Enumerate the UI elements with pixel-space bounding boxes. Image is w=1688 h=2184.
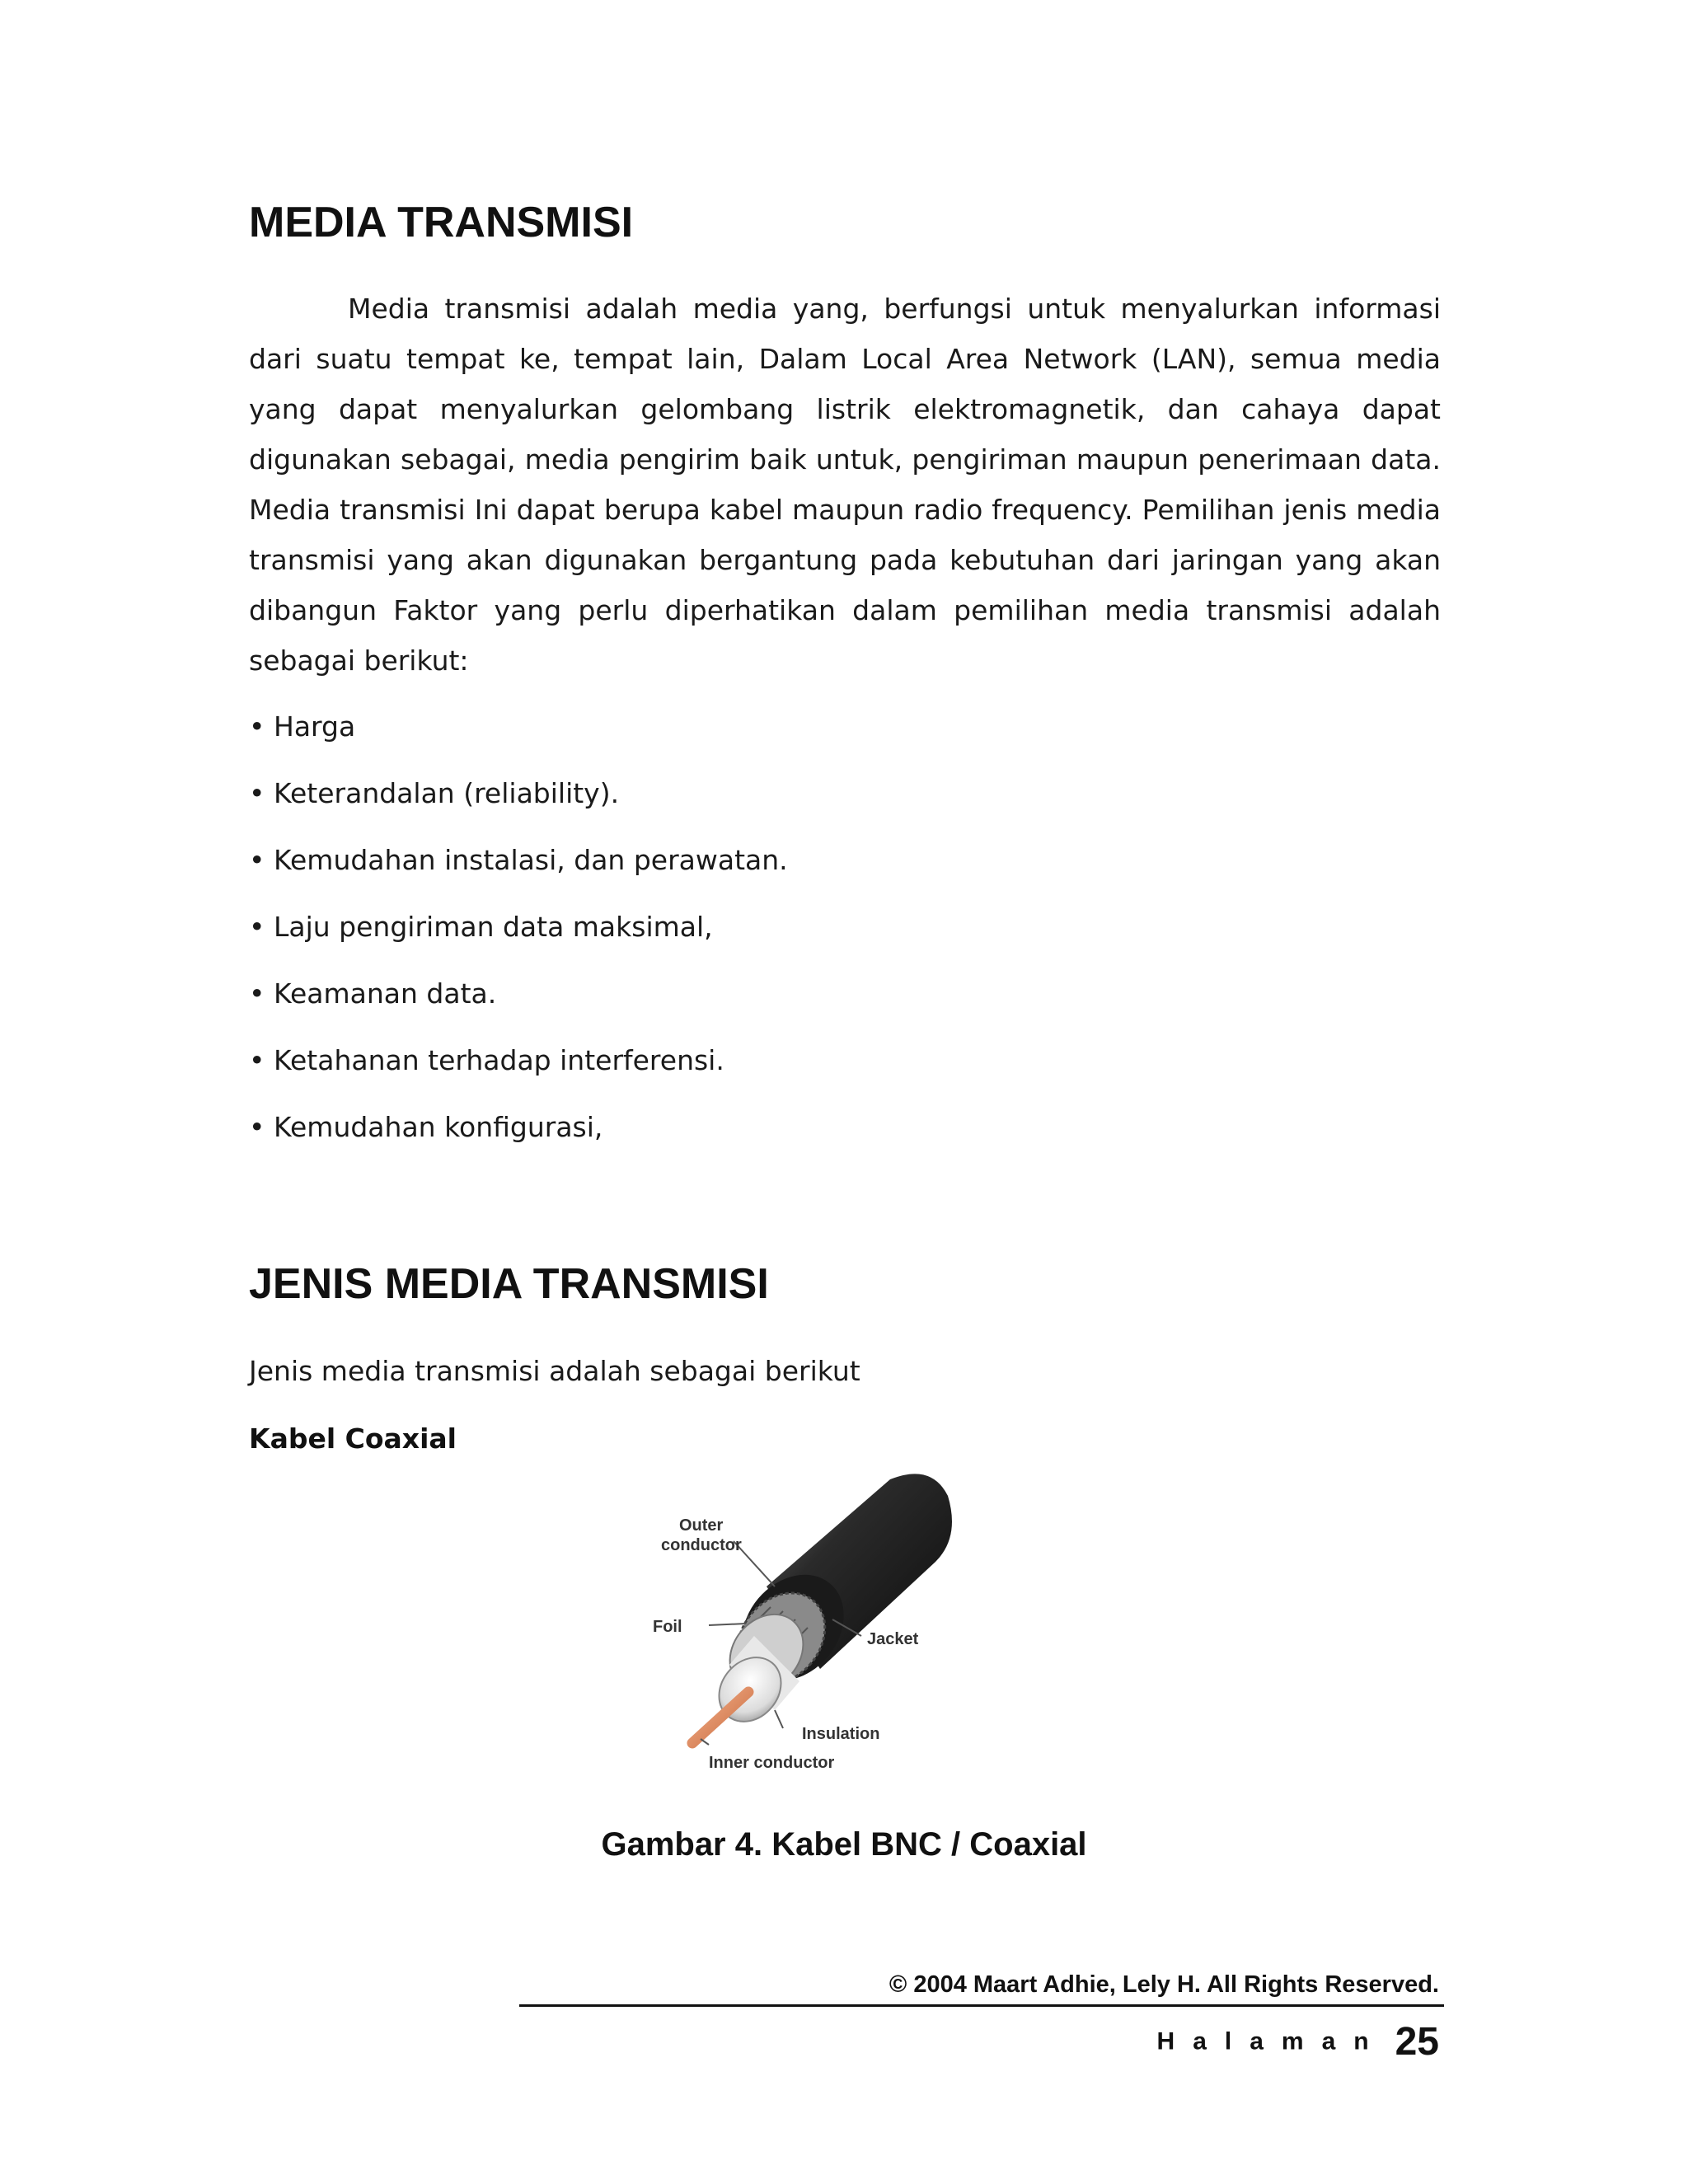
factor-list bbox=[249, 705, 788, 1173]
list-item-text: Kemudahan konfigurasi, bbox=[274, 1111, 603, 1143]
label-inner-conductor: Inner conductor bbox=[709, 1754, 835, 1772]
list-item-text: Laju pengiriman data maksimal, bbox=[274, 911, 713, 943]
subheading-kabel-coaxial: Kabel Coaxial bbox=[249, 1422, 457, 1455]
footer-divider bbox=[519, 2004, 1444, 2007]
bullet-icon: • bbox=[249, 1044, 265, 1076]
list-item bbox=[249, 772, 788, 839]
label-insulation: Insulation bbox=[802, 1725, 880, 1743]
section-title-media-transmisi: MEDIA TRANSMISI bbox=[249, 199, 634, 246]
label-conductor: conductor bbox=[661, 1536, 742, 1554]
list-item-text: Kemudahan instalasi, dan perawatan. bbox=[274, 844, 788, 876]
section2-intro: Jenis media transmisi adalah sebagai berikut bbox=[249, 1355, 860, 1387]
list-item bbox=[249, 1039, 788, 1106]
leader-foil bbox=[709, 1624, 746, 1625]
page-label: Halaman bbox=[1156, 2027, 1387, 2055]
figure-caption: Gambar 4. Kabel BNC / Coaxial bbox=[601, 1826, 1087, 1863]
list-item bbox=[249, 705, 788, 772]
list-item bbox=[249, 972, 788, 1039]
list-item-text: Keamanan data. bbox=[274, 977, 497, 1010]
list-item bbox=[249, 839, 788, 906]
leader-inner-conductor bbox=[701, 1739, 709, 1745]
list-item-text: Ketahanan terhadap interferensi. bbox=[274, 1044, 724, 1076]
coaxial-cable-figure bbox=[643, 1463, 956, 1784]
bullet-icon: • bbox=[249, 710, 265, 743]
list-item bbox=[249, 906, 788, 972]
bullet-icon: • bbox=[249, 844, 265, 876]
label-outer: Outer bbox=[679, 1516, 724, 1535]
label-foil: Foil bbox=[653, 1618, 682, 1636]
label-jacket: Jacket bbox=[867, 1630, 919, 1648]
bullet-icon: • bbox=[249, 977, 265, 1010]
bullet-icon: • bbox=[249, 1111, 265, 1143]
bullet-icon: • bbox=[249, 911, 265, 943]
coaxial-cable-illustration bbox=[643, 1463, 956, 1784]
list-item-text: Harga bbox=[274, 710, 356, 743]
list-item bbox=[249, 1106, 788, 1173]
page-number: 25 bbox=[1395, 2020, 1439, 2064]
leader-insulation bbox=[775, 1710, 783, 1728]
section-title-jenis-media-transmisi: JENIS MEDIA TRANSMISI bbox=[249, 1260, 769, 1308]
bullet-icon: • bbox=[249, 777, 265, 809]
copyright-notice: © 2004 Maart Adhie, Lely H. All Rights Reserved. bbox=[889, 1971, 1439, 1998]
intro-paragraph: Media transmisi adalah media yang, berfungsi untuk menyalurkan informasi dari suatu tempat ke, tempat lain, Dalam Local Area Network (LAN), semua media yang dapat menyalurkan gelombang listrik elektromagnetik, dan cahaya dapat digunakan sebagai, media pengirim baik untuk, pengiriman maupun penerimaan data. Media transmisi Ini dapat berupa kabel maupun radio frequency. Pemilihan jenis media transmisi yang akan digunakan bergantung pada kebutuhan dari jaringan yang akan dibangun Faktor yang perlu diperhatikan dalam pemilihan media transmisi adalah sebagai berikut: bbox=[249, 293, 1441, 677]
page-footer bbox=[1157, 2019, 1439, 2064]
list-item-text: Keterandalan (reliability). bbox=[274, 777, 620, 809]
